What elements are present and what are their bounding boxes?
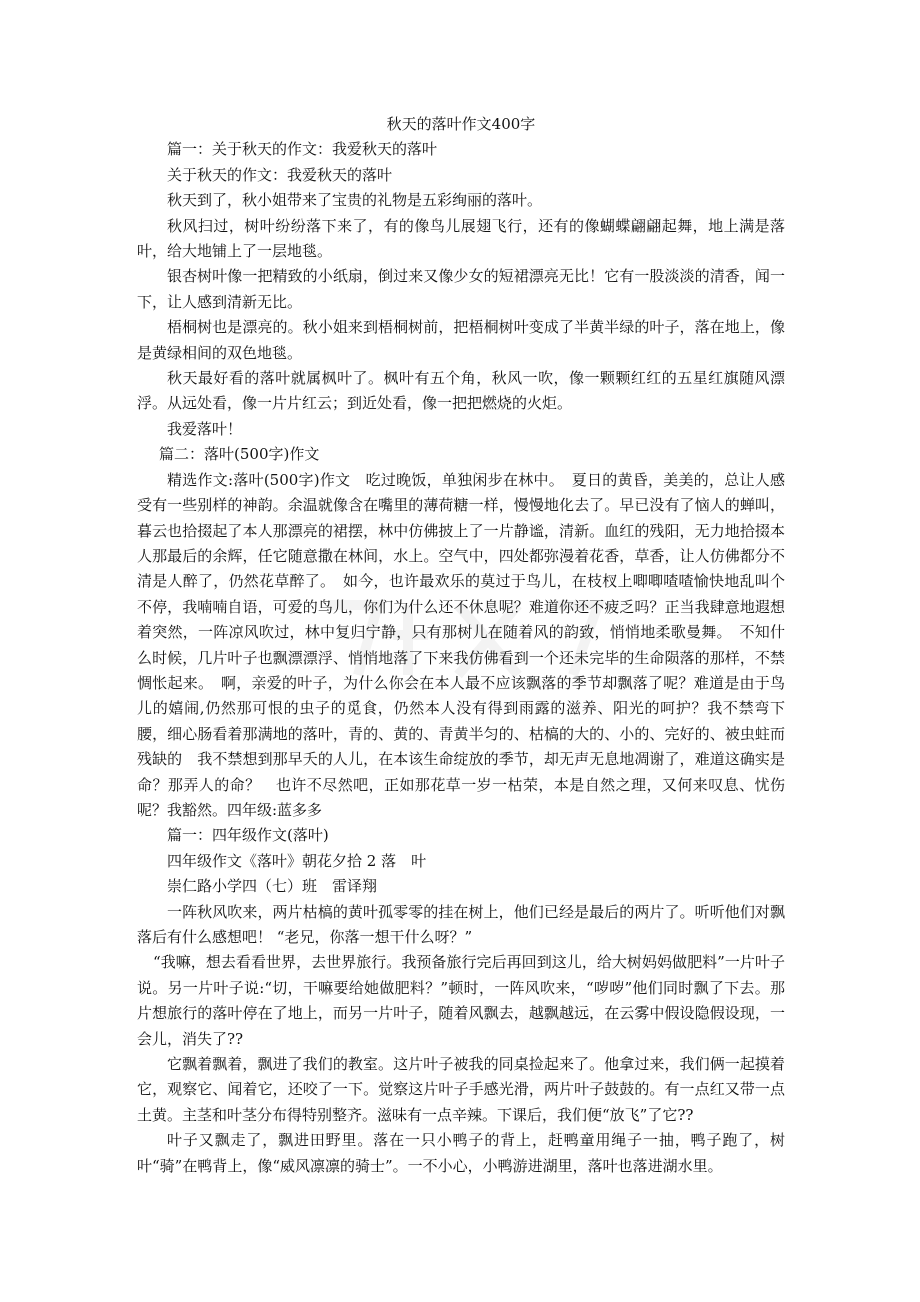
document-page xyxy=(137,112,785,1179)
paragraph: 一阵秋风吹来，两片枯槁的黄叶孤零零的挂在树上，他们已经是最后的两片了。听听他们对飘落后有什么感想吧！ “老兄，你落一想干什么呀？” xyxy=(137,902,785,946)
paragraph: 秋风扫过，树叶纷纷落下来了，有的像鸟儿展翅飞行，还有的像蝴蝶翩翩起舞，地上满是落叶，给大地铺上了一层地毯。 xyxy=(137,216,785,261)
paragraph: 篇一：关于秋天的作文：我爱秋天的落叶 xyxy=(167,140,438,159)
paragraph: 叶子又飘走了，飘进田野里。落在一只小鸭子的背上，赶鸭童用绳子一抽，鸭子跑了，树叶“骑”在鸭背上，像“威风凛凛的骑士”。一不小心，小鸭游进湖里，落叶也落进湖水里。 xyxy=(137,1131,785,1175)
paragraph: 梧桐树也是漂亮的。秋小姐来到梧桐树前，把梧桐树叶变成了半黄半绿的叶子，落在地上，像是黄绿相间的双色地毯。 xyxy=(137,318,785,362)
paragraph: 崇仁路小学四（七）班 雷译翔 xyxy=(167,877,378,896)
document-body xyxy=(137,137,785,1179)
paragraph: 篇二：落叶(500字)作文 xyxy=(159,445,320,464)
paragraph: 精选作文:落叶(500字)作文 吃过晚饭，单独闲步在林中。 夏日的黄昏，美美的，总让人感受有一些别样的神韵。余温就像含在嘴里的薄荷糖一样，慢慢地化去了。早已没有了恼人的蝉叫，暮云也拾掇起了本人那漂亮的裙摆，林中仿佛披上了一片静谧，清新。血红的残阳，无力地拾掇本人那最后的余辉，任它随意撒在林间，水上。空气中，四处都弥漫着花香，草香，让人仿佛都分不清是人醉了，仍然花草醉了。 如今，也许最欢乐的莫过于鸟儿，在枝杈上唧唧喳喳愉快地乱叫个不停，我喃喃自语，可爱的鸟儿，你们为什么还不休息呢？难道你还不疲乏吗？正当我肆意地遐想着突然，一阵凉风吹过，林中复归宁静，只有那树儿在随着风的韵致，悄悄地柔歌曼舞。 不知什么时候，几片叶子也飘漂漂浮、悄悄地落了下来我仿佛看到一个还未完毕的生命陨落的那样，不禁惆怅起来。 啊，亲爱的叶子，为什么你会在本人最不应该飘落的季节却飘落了呢？难道是由于鸟儿的嬉闹,仍然那可恨的虫子的觅食，仍然本人没有得到雨露的滋养、阳光的呵护？我不禁弯下腰，细心肠看着那满地的落叶，青的、黄的、青黄半匀的、枯槁的大的、小的、完好的、被虫蛀而残缺的 我不禁想到那早夭的人儿，在本该生命绽放的季节，却无声无息地凋谢了，难道这确实是命？那弄人的命？ 也许不尽然吧，正如那花草一岁一枯荣，本是自然之理，又何来叹息、忧伤呢？我豁然。四年级:蓝多多 xyxy=(137,470,785,819)
paragraph: 四年级作文《落叶》朝花夕拾 2 落 叶 xyxy=(167,851,427,870)
paragraph: 秋天最好看的落叶就属枫叶了。枫叶有五个角，秋风一吹，像一颗颗红红的五星红旗随风漂浮。从远处看，像一片片红云；到近处看，像一把把燃烧的火炬。 xyxy=(137,369,785,413)
paragraph: 篇一：四年级作文(落叶) xyxy=(167,826,329,845)
paragraph: 我爱落叶！ xyxy=(167,419,243,438)
paragraph: 关于秋天的作文：我爱秋天的落叶 xyxy=(167,165,393,184)
paragraph: 秋天到了，秋小姐带来了宝贵的礼物是五彩绚丽的落叶。 xyxy=(167,191,543,210)
paragraph: 银杏树叶像一把精致的小纸扇，倒过来又像少女的短裙漂亮无比！它有一股淡淡的清香，闻一下，让人感到清新无比。 xyxy=(137,267,785,311)
paragraph: “我嘛，想去看看世界，去世界旅行。我预备旅行完后再回到这儿，给大树妈妈做肥料”一片叶子说。另一片叶子说:“切，干嘛要给她做肥料？”顿时，一阵风吹来，“哕哕”他们同时飘了下去。那片想旅行的落叶停在了地上，而另一片叶子，随着风飘去，越飘越远，在云雾中假设隐假设现，一会儿，消失了?? xyxy=(137,953,785,1048)
document-title: 秋天的落叶作文400字 xyxy=(386,115,536,133)
paragraph: 它飘着飘着，飘进了我们的教室。这片叶子被我的同桌捡起来了。他拿过来，我们俩一起摸着它，观察它、闻着它，还咬了一下。觉察这片叶子手感光滑，两片叶子鼓鼓的。有一点红又带一点土黄。主茎和叶茎分布得特别整齐。滋味有一点辛辣。下课后，我们便“放飞”了它?? xyxy=(137,1055,785,1124)
